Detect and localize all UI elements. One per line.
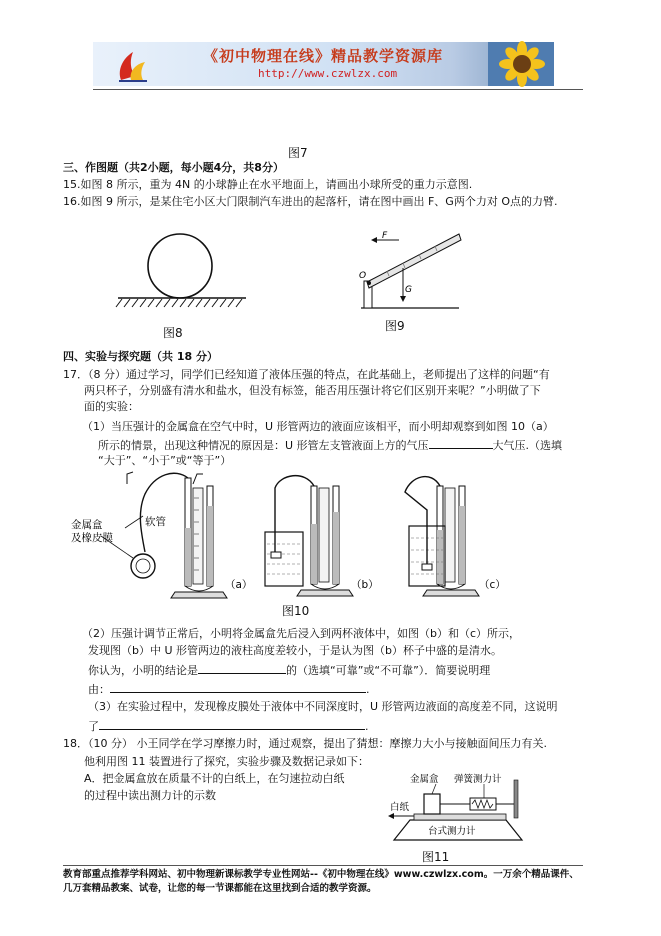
answer-blank-1[interactable]: [429, 437, 493, 449]
q17-line1: 17．（8 分）通过学习，同学们已经知道了液体压强的特点，在此基础上，老师提出了这样的问题“有: [63, 368, 550, 381]
q17-part3-line2: 了 .: [88, 720, 369, 733]
q17-part2-line3: 你认为，小明的结论是 的（选填“可靠”或“不可靠”）．简要说明理: [88, 664, 491, 677]
answer-blank-4[interactable]: [99, 718, 365, 730]
manometer-a: [101, 472, 227, 598]
section3-heading: 三、作图题（共2小题，每小题4分，共8分）: [63, 161, 284, 174]
q18-line2: 他利用图 11 装置进行了探究，实验步骤及数据记录如下：: [84, 755, 369, 768]
site-logo-icon: [113, 46, 153, 84]
fig9-caption: 图9: [385, 319, 405, 333]
fig9-label-G: G: [405, 285, 412, 295]
q18-line1: 18．（10 分） 小王同学在学习摩擦力时，通过观察，提出了猜想：摩擦力大小与接触面间压力有关.: [63, 737, 547, 750]
manometer-b: [265, 476, 353, 596]
label-white-paper: 白纸: [390, 802, 410, 813]
fig11-caption: 图11: [422, 850, 450, 864]
label-c: （c）: [479, 579, 506, 591]
fig9-label-F: F: [382, 231, 388, 241]
q18-line4: 的过程中读出测力计的示数: [84, 789, 216, 802]
sunflower-icon: [488, 42, 554, 86]
label-b: （b）: [351, 579, 379, 591]
fig8-caption: 图8: [163, 326, 183, 340]
footer-rule: [63, 865, 583, 866]
section4-heading: 四、实验与探究题（共 18 分）: [63, 350, 218, 363]
q17-line2: 两只杯子，分别盛有清水和盐水，但没有标签，能否用压强计将它们区别开来呢？”小明做了下: [84, 384, 541, 397]
question-15: 15.如图 8 所示，重为 4N 的小球静止在水平地面上，请画出小球所受的重力示意图.: [63, 178, 473, 191]
fig9-label-O: O: [359, 271, 367, 281]
fig7-caption: 图7: [288, 146, 308, 160]
ball-shape: [148, 234, 212, 298]
figure-8-ball: [112, 230, 252, 310]
label-metal-box: 金属盒: [71, 519, 103, 531]
figure-10-manometers: [71, 470, 535, 600]
q17-part1-line1: （1）当压强计的金属盒在空气中时，U 形管两边的液面应该相平，而小明却观察到如图 10（a）: [82, 420, 554, 433]
question-16: 16.如图 9 所示，是某住宅小区大门限制汽车进出的起落杆，请在图中画出 F、G两个力对 O点的力臂.: [63, 195, 558, 208]
banner-url: http://www.czwlzx.com: [258, 67, 398, 80]
q17-part2-line4: 由： .: [88, 683, 370, 696]
q17-part2-line1: （2）压强计调节正常后，小明将金属盒先后浸入到两杯液体中，如图（b）和（c）所示，: [82, 627, 521, 640]
label-table-scale: 台式测力计: [428, 826, 476, 837]
banner-title: 《初中物理在线》精品教学资源库: [203, 47, 444, 65]
footer-line1: 教育部重点推荐学科网站、初中物理新课标教学专业性网站--《初中物理在线》www.czwlzx.com。一万余个精品课件、: [63, 869, 579, 880]
label-rubber-membrane: 及橡皮膜: [71, 532, 113, 544]
footer-line2: 几万套精品教案、试卷，让您的每一节课都能在这里找到合适的教学资源。: [63, 883, 377, 894]
label-a: （a）: [225, 579, 253, 591]
label-soft-tube: 软管: [145, 516, 166, 528]
answer-blank-3[interactable]: [110, 681, 366, 693]
q17-part2-line2: 发现图（b）中 U 形管两边的液柱高度差较小，于是认为图（b）杯子中盛的是清水。: [88, 644, 503, 657]
answer-blank-2[interactable]: [198, 662, 286, 674]
q17-part1-line2: 所示的情景，出现这种情况的原因是：U 形管左支管液面上方的气压 大气压.（选填: [98, 439, 563, 452]
manometer-c: [405, 477, 479, 596]
header-rule: [93, 89, 583, 90]
q17-part3-line1: （3）在实验过程中，发现橡皮膜处于液体中不同深度时，U 形管两边液面的高度差不同，这说明: [88, 700, 558, 713]
label-spring-scale: 弹簧测力计: [454, 774, 502, 785]
figure-9-barrier: [355, 226, 465, 316]
fig10-caption: 图10: [282, 604, 310, 618]
q17-line3: 面的实验：: [84, 400, 139, 413]
q18-line3: A．把金属盒放在质量不计的白纸上，在匀速拉动白纸: [84, 772, 345, 785]
header-banner: [93, 42, 554, 86]
q17-part1-line3: “大于”、“小于”或“等于”）: [98, 454, 232, 467]
figure-11-friction: [380, 772, 535, 844]
label-metal-box-11: 金属盒: [410, 774, 439, 785]
